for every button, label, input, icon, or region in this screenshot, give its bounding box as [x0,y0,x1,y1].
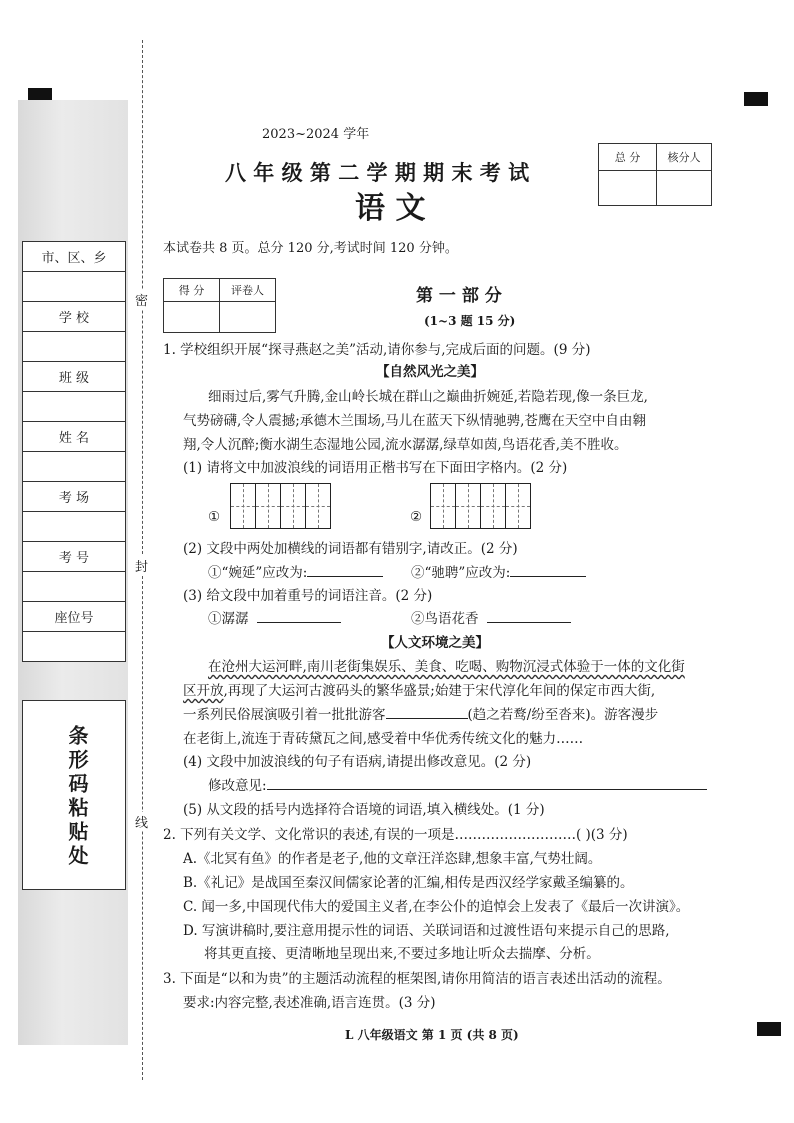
total-score-box [598,143,712,206]
q1-stem: 1. 学校组织开展“探寻燕赵之美”活动,请你参与,完成后面的问题。(9 分) [163,342,591,358]
answer-blank[interactable] [257,622,341,623]
instructions: 本试卷共 8 页。总分 120 分,考试时间 120 分钟。 [163,241,458,256]
culture-line-4: 在老街上,流连于青砖黛瓦之间,感受着中华优秀传统文化的魅力…… [183,731,584,747]
q3-stem: 3. 下面是“以和为贵”的主题活动流程的框架图,请你用简洁的语言表述出活动的流程。 [163,971,671,987]
grid-number-2: ② [410,509,423,525]
field-value[interactable] [23,512,126,542]
field-label: 班 级 [23,362,126,392]
q2-option-d-cont: 将其更直接、更清晰地呈现出来,不要过多地让听众去揣摩、分析。 [204,946,600,962]
answer-blank[interactable] [307,576,383,577]
grid-number-1: ① [208,509,221,525]
q2-option-a[interactable]: A.《北冥有鱼》的作者是老子,他的文章汪洋恣肆,想象丰富,气势壮阔。 [183,851,602,867]
registration-mark-bottom-right [757,1022,781,1036]
nature-heading: 【自然风光之美】 [376,364,484,380]
school-year: 2023~2024 学年 [262,127,370,142]
barcode-area [22,700,126,890]
reviewer-value[interactable] [657,171,712,206]
page-footer: L 八年级语文 第 1 页 (共 8 页) [345,1028,519,1042]
registration-mark-top-right [744,92,768,106]
culture-line-2 [183,682,655,700]
field-value[interactable] [23,572,126,602]
culture-line-2-rest: ,再现了大运河古渡码头的繁华盛景;始建于宋代淳化年间的保定市西大街, [223,683,656,699]
culture-line-2-wavy: 区开放 [183,683,224,699]
total-score-value[interactable] [599,171,657,206]
writing-grid-1[interactable] [230,483,331,529]
nature-line-3: 翔,令人沉醉;衡水湖生态湿地公园,流水潺潺,绿草如茵,鸟语花香,美不胜收。 [183,437,628,453]
reviewer-label: 核分人 [657,144,712,171]
sub3-a-label: ①潺潺 [208,611,249,627]
total-score-label: 总 分 [599,144,657,171]
field-value[interactable] [23,452,126,482]
seal-char-xian: 线 [135,812,148,831]
q3-requirement: 要求:内容完整,表述准确,语言连贯。(3 分) [183,995,436,1011]
field-label: 学 校 [23,302,126,332]
answer-line[interactable] [267,789,707,790]
field-value[interactable] [23,392,126,422]
q1-sub4: (4) 文段中加波浪线的句子有语病,请提出修改意见。(2 分) [183,754,532,770]
writing-grid-2[interactable] [430,483,531,529]
part-subtitle: (1~3 题 15 分) [424,314,516,328]
fill-blank[interactable] [386,718,468,719]
culture-line-1: 在沧州大运河畔,南川老街集娱乐、美食、吃喝、购物沉浸式体验于一体的文化街 [208,659,685,675]
student-info-table [22,241,126,662]
section-score-box [163,278,276,333]
q1-sub2: (2) 文段中两处加横线的词语都有错别字,请改正。(2 分) [183,541,518,557]
seal-char-feng: 封 [135,556,148,575]
nature-line-1: 细雨过后,雾气升腾,金山岭长城在群山之巅曲折婉延,若隐若现,像一条巨龙, [208,389,648,405]
section-grader-value[interactable] [220,302,276,333]
q1-sub3-b [411,610,571,628]
field-label: 市、区、乡 [23,242,126,272]
culture-heading: 【人文环境之美】 [381,635,489,651]
q2-option-d[interactable]: D. 写演讲稿时,要注意用提示性的词语、关联词语和过渡性语句来提示自己的思路, [183,923,670,939]
q1-sub2-a [208,564,383,582]
culture-line-3-end: (趋之若鹜/纷至沓来)。游客漫步 [467,707,659,723]
field-label: 座位号 [23,602,126,632]
q2-option-c[interactable]: C. 闻一多,中国现代伟大的爱国主义者,在李公仆的追悼会上发表了《最后一次讲演》。 [183,899,690,915]
barcode-label: 条形码粘贴处 [65,725,89,869]
q1-sub3-a [208,610,341,628]
section-grader-label: 评卷人 [220,279,276,302]
q1-sub5: (5) 从文段的括号内选择符合语境的词语,填入横线处。(1 分) [183,802,545,818]
q1-sub1: (1) 请将文中加波浪线的词语用正楷书写在下面田字格内。(2 分) [183,460,568,476]
q1-sub4-a [208,777,707,795]
field-label: 姓 名 [23,422,126,452]
sub2-a-label: ①“婉延”应改为: [208,565,308,581]
field-value[interactable] [23,632,126,662]
section-score-value[interactable] [164,302,220,333]
sub3-b-label: ②鸟语花香 [411,611,479,627]
sub2-b-label: ②“驰聘”应改为: [411,565,511,581]
nature-line-2: 气势磅礴,令人震撼;承德木兰围场,马儿在蓝天下纵情驰骋,苍鹰在天空中自由翱 [183,413,646,429]
subject-title: 语 文 [355,191,426,226]
section-score-label: 得 分 [164,279,220,302]
field-label: 考 号 [23,542,126,572]
sub4-a-label: 修改意见: [208,778,267,794]
field-value[interactable] [23,332,126,362]
field-label: 考 场 [23,482,126,512]
exam-title: 八 年 级 第 二 学 期 期 末 考 试 [225,160,530,185]
answer-blank[interactable] [487,622,571,623]
culture-line-3 [183,706,658,724]
culture-line-3-start: 一系列民俗展演吸引着一批批游客 [183,707,386,723]
seal-char-mi: 密 [135,290,148,309]
field-value[interactable] [23,272,126,302]
part-title: 第 一 部 分 [416,286,502,306]
q2-option-b[interactable]: B.《礼记》是战国至秦汉间儒家论著的汇编,相传是西汉经学家戴圣编纂的。 [183,875,634,891]
q1-sub3: (3) 给文段中加着重号的词语注音。(2 分) [183,588,433,604]
q1-sub2-b [411,564,586,582]
q2-stem: 2. 下列有关文学、文化常识的表述,有误的一项是………………………( )(3 分) [163,827,628,843]
answer-blank[interactable] [510,576,586,577]
